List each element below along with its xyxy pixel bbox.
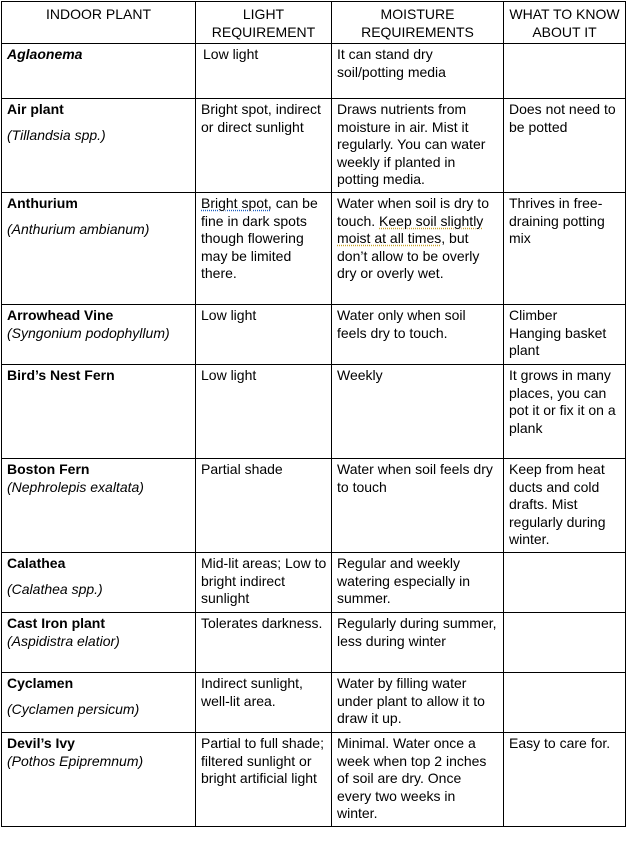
light-cell	[196, 365, 332, 459]
light-text: Mid-lit areas; Low to bright indirect sunlight	[201, 555, 327, 606]
notes-text: Keep from heat ducts and cold drafts. Mist regularly during winter.	[509, 461, 606, 547]
notes-text-2: Hanging basket plant	[509, 324, 607, 358]
header-light-requirement: LIGHT REQUIREMENT	[196, 2, 332, 44]
notes-cell	[504, 733, 626, 827]
table-row	[2, 733, 626, 827]
header-row	[2, 2, 626, 44]
light-text: Low light	[201, 367, 257, 383]
moisture-cell	[332, 44, 504, 99]
moisture-cell	[332, 673, 504, 733]
header-indoor-plant: INDOOR PLANT	[2, 2, 196, 44]
moisture-cell	[332, 99, 504, 193]
moisture-text: Water when soil feels dry to touch	[337, 461, 493, 495]
notes-text: It grows in many places, you can pot it or fix it on a plank	[509, 367, 616, 436]
light-cell	[196, 193, 332, 305]
plant-name: Cast Iron plant	[7, 615, 106, 631]
moisture-text: It can stand dry soil/potting media	[337, 46, 446, 80]
moisture-cell	[332, 365, 504, 459]
light-cell	[196, 733, 332, 827]
light-cell	[196, 44, 332, 99]
light-text: Tolerates darkness.	[201, 615, 323, 631]
light-text: Low light	[203, 46, 259, 62]
light-cell	[196, 553, 332, 613]
light-text-underlined: Bright spot,	[201, 195, 272, 211]
plant-name-cell	[2, 365, 196, 459]
light-text: Indirect sunlight, well-lit area.	[201, 675, 303, 709]
plant-name: Devil’s Ivy	[7, 735, 75, 751]
notes-text: Climber	[509, 307, 558, 323]
plant-name-cell	[2, 613, 196, 673]
scientific-name-text: (Anthurium ambianum)	[7, 220, 150, 237]
notes-cell	[504, 459, 626, 553]
moisture-text: Water only when soil feels dry to touch.	[337, 307, 466, 341]
notes-text: Does not need to be potted	[509, 101, 616, 135]
moisture-text-rest: , but don’t allow to be overly dry or overly wet.	[337, 230, 480, 281]
plant-name-cell	[2, 305, 196, 365]
table-row	[2, 613, 626, 673]
moisture-cell	[332, 459, 504, 553]
plant-name-cell	[2, 459, 196, 553]
notes-cell	[504, 365, 626, 459]
light-text: Partial shade	[201, 461, 283, 477]
light-cell	[196, 613, 332, 673]
table-row	[2, 44, 626, 99]
light-cell	[196, 99, 332, 193]
scientific-name: (Nephrolepis exaltata)	[7, 478, 144, 495]
plant-name: Boston Fern	[7, 461, 90, 477]
notes-cell	[504, 613, 626, 673]
plant-name-cell	[2, 733, 196, 827]
table-row	[2, 673, 626, 733]
scientific-name: (Syngonium podophyllum)	[7, 324, 170, 341]
table-row	[2, 459, 626, 553]
scientific-name: (Calathea spp.)	[7, 580, 103, 597]
moisture-text: Minimal. Water once a week when top 2 inches of soil are dry. Once every two weeks in winter.	[337, 735, 487, 821]
table-row	[2, 365, 626, 459]
moisture-text: Water when soil is dry to touch.	[337, 195, 489, 229]
notes-cell	[504, 99, 626, 193]
plant-name: Calathea	[7, 555, 66, 571]
notes-cell	[504, 305, 626, 365]
plant-name-cell	[2, 553, 196, 613]
light-cell	[196, 673, 332, 733]
moisture-cell	[332, 193, 504, 305]
light-text: Bright spot, indirect or direct sunlight	[201, 101, 321, 135]
moisture-text: Regularly during summer, less during winter	[337, 615, 497, 649]
scientific-name	[7, 221, 191, 239]
plant-care-table	[1, 1, 626, 827]
scientific-name: (Tillandsia spp.)	[7, 126, 106, 143]
plant-name: Cyclamen	[7, 675, 74, 691]
plant-name-cell	[2, 99, 196, 193]
light-text: Partial to full shade; filtered sunlight or bright artificial light	[201, 735, 324, 786]
moisture-text: Regular and weekly watering especially in summer.	[337, 555, 471, 606]
plant-name: Anthurium	[7, 195, 78, 211]
table-row	[2, 553, 626, 613]
moisture-text: Water by filling water under plant to allow it to draw it up.	[337, 675, 485, 726]
scientific-name: (Pothos Epipremnum)	[7, 752, 144, 769]
plant-name: Arrowhead Vine	[7, 307, 114, 323]
plant-name-cell	[2, 673, 196, 733]
plant-name-cell	[2, 193, 196, 305]
notes-cell	[504, 673, 626, 733]
table-row	[2, 193, 626, 305]
scientific-name: (Aspidistra elatior)	[7, 632, 120, 649]
notes-cell	[504, 553, 626, 613]
moisture-cell	[332, 305, 504, 365]
moisture-cell	[332, 613, 504, 673]
light-cell	[196, 305, 332, 365]
moisture-text: Draws nutrients from moisture in air. Mist it regularly. You can water weekly if planted in potting media.	[337, 101, 486, 187]
header-what-to-know: WHAT TO KNOW ABOUT IT	[504, 2, 626, 44]
moisture-text-underlined: Keep soil slightly moist at all times	[337, 212, 484, 246]
plant-name: Aglaonema	[7, 46, 83, 62]
notes-cell	[504, 44, 626, 99]
plant-name: Bird’s Nest Fern	[7, 367, 115, 383]
notes-cell	[504, 193, 626, 305]
light-text: can be fine in dark spots though flowering may be limited there.	[201, 195, 318, 281]
plant-name: Air plant	[7, 101, 64, 117]
light-cell	[196, 459, 332, 553]
table-row	[2, 305, 626, 365]
moisture-cell	[332, 733, 504, 827]
moisture-cell	[332, 553, 504, 613]
scientific-name: (Cyclamen persicum)	[7, 700, 140, 717]
moisture-text: Weekly	[337, 367, 383, 383]
notes-text: Thrives in free-draining potting mix	[509, 195, 605, 246]
light-text: Low light	[201, 307, 257, 323]
header-moisture-requirements: MOISTURE REQUIREMENTS	[332, 2, 504, 44]
table-row	[2, 99, 626, 193]
notes-text: Easy to care for.	[509, 735, 611, 751]
plant-name-cell	[2, 44, 196, 99]
